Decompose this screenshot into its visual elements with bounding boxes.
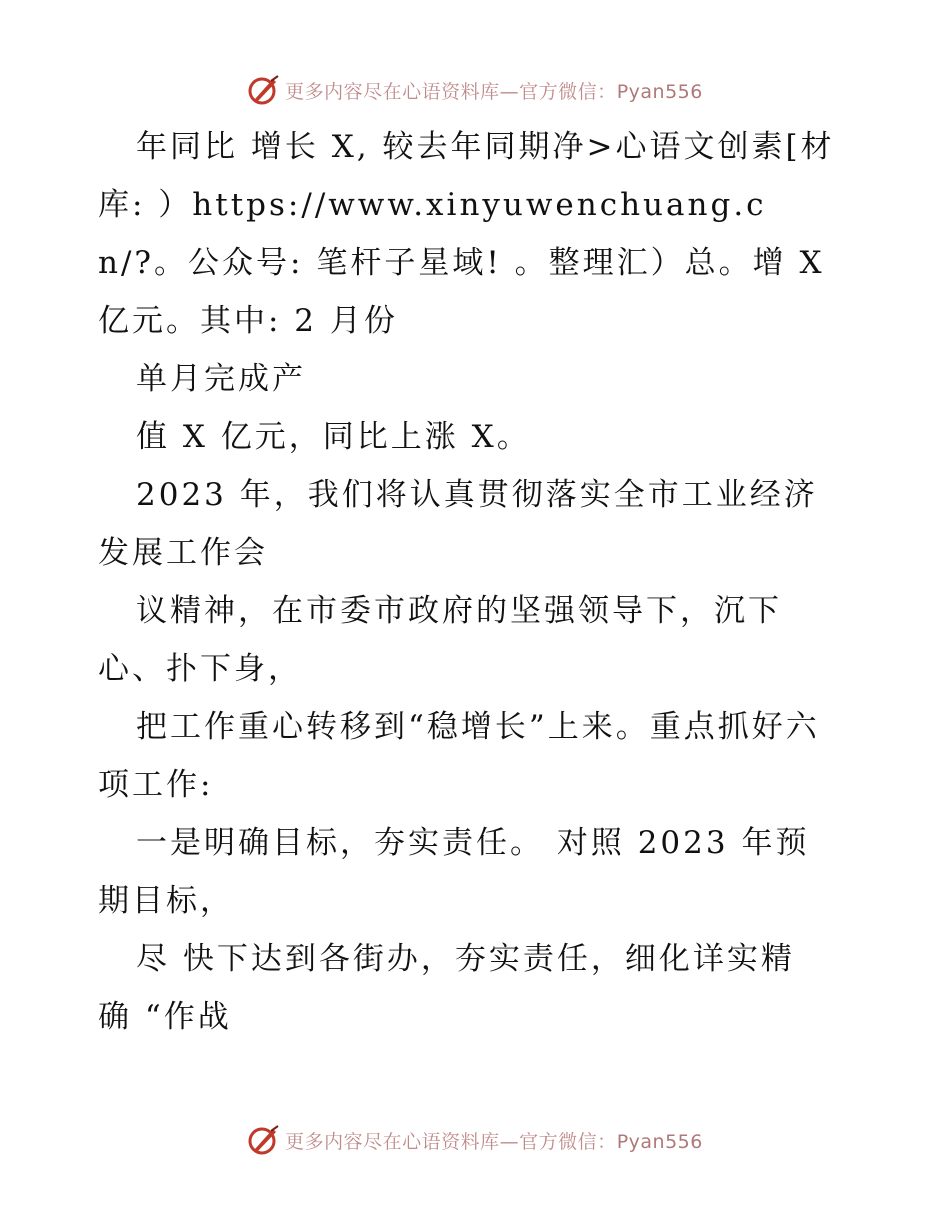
watermark-wechat-id: Pyan556 <box>616 1130 703 1153</box>
watermark-text <box>285 77 703 104</box>
paragraph: 值 X 亿元，同比上涨 X。 <box>136 419 531 455</box>
watermark-site-text: 更多内容尽在心语资料库 <box>285 80 500 103</box>
paragraph: 2023 年，我们将认真贯彻落实全市工业经济发展工作会 <box>98 477 818 571</box>
watermark-wechat-label: 官方微信： <box>519 1130 617 1153</box>
paragraph: 议精神，在市委市政府的坚强领导下，沉下心、扑下身， <box>98 593 782 687</box>
paragraph: 把工作重心转移到“稳增长”上来。重点抓好六项工作: <box>98 709 820 803</box>
quill-logo-icon <box>247 73 281 107</box>
document-body <box>98 118 838 1046</box>
watermark-text <box>285 1127 703 1154</box>
watermark-dash: — <box>499 80 520 103</box>
watermark-site-text: 更多内容尽在心语资料库 <box>285 1130 500 1153</box>
watermark-wechat-id: Pyan556 <box>616 80 703 103</box>
paragraph: 尽 快下达到各街办，夯实责任，细化详实精 <box>136 941 795 977</box>
paragraph: 单月完成产 <box>136 361 306 397</box>
watermark-dash: — <box>499 1130 520 1153</box>
paragraph: 年同比 增长 X, 较去年同期净>心语文创素[材库: ）https://www.xinyuwenchuang.cn/?。公众号: 笔杆子星域! 。整理汇）总。增 X 亿元。其中: 2 月份 <box>98 129 838 339</box>
watermark-wechat-label: 官方微信： <box>519 80 617 103</box>
paragraph: 确 “作战 <box>98 999 232 1035</box>
footer-watermark <box>0 1120 950 1160</box>
header-watermark <box>0 70 950 110</box>
paragraph: 一是明确目标，夯实责任。 对照 2023 年预期目标， <box>98 825 810 919</box>
quill-logo-icon <box>247 1123 281 1157</box>
